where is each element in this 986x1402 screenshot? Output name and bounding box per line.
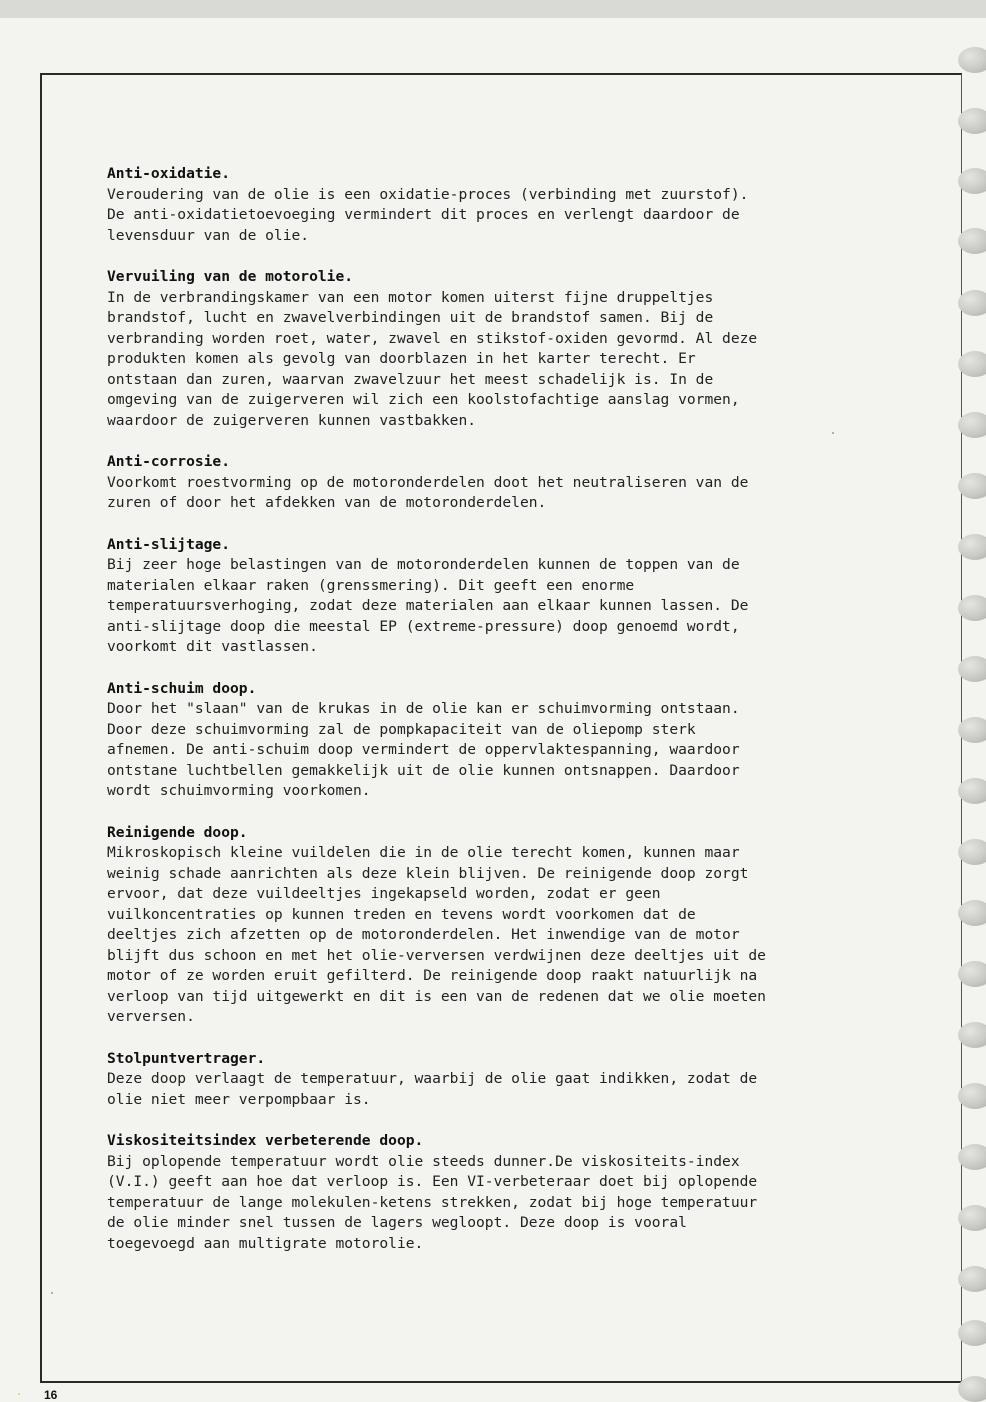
paragraph-line: ontstaan dan zuren, waarvan zwavelzuur het meest schadelijk is. In de (107, 370, 714, 388)
section-anti-corrosie (107, 452, 887, 514)
binder-hole-icon (958, 778, 986, 804)
binder-hole-icon (958, 168, 986, 194)
paragraph-line: temperatuur de lange molekulen-ketens strekken, zodat bij hoge temperatuur (107, 1193, 758, 1211)
section-viskositeitsindex (107, 1131, 887, 1254)
paragraph-line: Bij oplopende temperatuur wordt olie steeds dunner.De viskositeits-index (107, 1152, 740, 1170)
binder-hole-icon (958, 1376, 986, 1402)
binder-hole-icon (958, 717, 986, 743)
paragraph-line: De anti-oxidatietoevoeging vermindert dit proces en verlengt daardoor de (107, 206, 740, 223)
binder-hole-icon (958, 108, 986, 134)
section-anti-slijtage (107, 535, 887, 658)
section-stolpuntvertrager (107, 1049, 887, 1111)
paragraph-line: anti-slijtage doop die meestal EP (extreme-pressure) doop genoemd wordt, (107, 617, 740, 635)
section-heading: Stolpuntvertrager. (107, 1049, 266, 1067)
section-anti-schuim (107, 679, 887, 802)
paragraph-line: Deze doop verlaagt de temperatuur, waarbij de olie gaat indikken, zodat de (107, 1070, 758, 1087)
paragraph-line: omgeving van de zuigerveren wil zich een koolstofachtige aanslag vormen, (107, 391, 740, 408)
paragraph-line: Bij zeer hoge belastingen van de motoronderdelen kunnen de toppen van de (107, 556, 740, 573)
binder-hole-icon (958, 839, 986, 865)
binder-hole-icon (958, 534, 986, 560)
paragraph-line: zuren of door het afdekken van de motoronderdelen. (107, 494, 547, 511)
binder-hole-icon (958, 1205, 986, 1231)
paragraph-line: Door deze schuimvorming zal de pompkapaciteit van de oliepomp sterk (107, 720, 696, 738)
binder-hole-icon (958, 228, 986, 254)
paragraph-line: Door het "slaan" van de krukas in de olie kan er schuimvorming ontstaan. (107, 700, 740, 717)
paragraph-line: de olie minder snel tussen de lagers wegloopt. Deze doop is vooral (107, 1214, 687, 1231)
paragraph-line: Voorkomt roestvorming op de motoronderdelen doot het neutraliseren van de (107, 473, 749, 491)
paragraph-line: olie niet meer verpompbaar is. (107, 1090, 371, 1108)
paragraph-line: afnemen. De anti-schuim doop vermindert de oppervlaktespanning, waardoor (107, 741, 740, 758)
paragraph-line: Mikroskopisch kleine vuildelen die in de olie terecht komen, kunnen maar (107, 844, 740, 861)
section-heading: Anti-corrosie. (107, 453, 231, 470)
document-body (107, 164, 887, 1275)
paragraph-line: wordt schuimvorming voorkomen. (107, 782, 371, 799)
section-heading: Anti-schuim doop. (107, 679, 257, 697)
scan-speck (18, 1393, 20, 1395)
paragraph-line: brandstof, lucht en zwavelverbindingen uit de brandstof samen. Bij de (107, 309, 714, 326)
paragraph-line: blijft dus schoon en met het olie-verversen verdwijnen deze deeltjes uit de (107, 946, 766, 964)
paragraph-line: weinig schade aanrichten als deze klein blijven. De reinigende doop zorgt (107, 864, 749, 882)
section-heading: Vervuiling van de motorolie. (107, 268, 354, 285)
scan-speck (51, 1292, 53, 1294)
binder-hole-icon (958, 900, 986, 926)
paragraph-line: verversen. (107, 1008, 195, 1025)
paragraph-line: voorkomt dit vastlassen. (107, 638, 318, 655)
binder-hole-icon (958, 47, 986, 73)
paragraph-line: (V.I.) geeft aan hoe dat verloop is. Een VI-verbeteraar doet bij oplopende (107, 1173, 758, 1190)
section-heading: Viskositeitsindex verbeterende doop. (107, 1132, 424, 1149)
section-heading: Reinigende doop. (107, 823, 248, 841)
binder-hole-icon (958, 473, 986, 499)
scan-top-edge (0, 0, 986, 18)
paragraph-line: ontstane luchtbellen gemakkelijk uit de olie kunnen ontsnappen. Daardoor (107, 761, 740, 779)
paragraph-line: In de verbrandingskamer van een motor komen uiterst fijne druppeltjes (107, 288, 714, 306)
binder-hole-icon (958, 351, 986, 377)
scan-speck (832, 432, 834, 434)
section-heading: Anti-slijtage. (107, 535, 231, 553)
section-vervuiling (107, 267, 887, 431)
binder-hole-icon (958, 1144, 986, 1170)
paragraph-line: toegevoegd aan multigrate motorolie. (107, 1234, 424, 1252)
binder-hole-icon (958, 290, 986, 316)
paragraph-line: verloop van tijd uitgewerkt en dit is een van de redenen dat we olie moeten (107, 987, 766, 1005)
section-heading: Anti-oxidatie. (107, 165, 231, 182)
binder-hole-icon (958, 1022, 986, 1048)
page-number: 16 (44, 1388, 58, 1402)
section-reinigende-doop (107, 823, 887, 1028)
binder-hole-icon (958, 656, 986, 682)
binder-hole-icon (958, 595, 986, 621)
binder-hole-icon (958, 1083, 986, 1109)
binder-hole-icon (958, 961, 986, 987)
section-anti-oxidatie (107, 164, 887, 246)
paragraph-line: verbranding worden roet, water, zwavel en stikstof-oxiden gevormd. Al deze (107, 329, 758, 347)
binder-hole-icon (958, 1320, 986, 1346)
paragraph-line: ervoor, dat deze vuildeeltjes ingekapseld worden, zodat er geen (107, 885, 661, 902)
paragraph-line: materialen elkaar raken (grenssmering). Dit geeft een enorme (107, 576, 635, 594)
paragraph-line: temperatuursverhoging, zodat deze materialen aan elkaar kunnen lassen. De (107, 597, 749, 614)
paragraph-line: Veroudering van de olie is een oxidatie-proces (verbinding met zuurstof). (107, 185, 749, 203)
binder-hole-icon (958, 412, 986, 438)
paragraph-line: waardoor de zuigerveren kunnen vastbakken. (107, 411, 477, 429)
paragraph-line: vuilkoncentraties op kunnen treden en tevens wordt voorkomen dat de (107, 905, 696, 923)
paragraph-line: levensduur van de olie. (107, 226, 310, 244)
paragraph-line: produkten komen als gevolg van doorblazen in het karter terecht. Er (107, 350, 696, 367)
binder-hole-icon (958, 1266, 986, 1292)
paragraph-line: motor of ze worden eruit gefilterd. De reinigende doop raakt natuurlijk na (107, 967, 758, 984)
paragraph-line: deeltjes zich afzetten op de motoronderdelen. Het inwendige van de motor (107, 926, 740, 943)
